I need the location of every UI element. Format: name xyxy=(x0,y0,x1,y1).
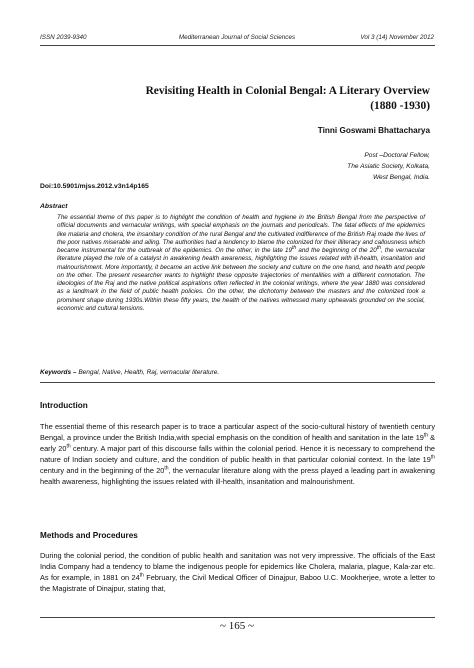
methods-paragraph: During the colonial period, the condition of public health and sanitation was not very impressive. The officials of the East India Company had a tendency to blame the indigenous people for epidemics like Cholera, malaria, plague, Kala-zar etc. As for example, in 1881 on 24th February, the Civil Medical Officer of Dinajpur, Baboo U.C. Mookherjee, wrote a letter to the Magistrate of Dinajpur, stating that, xyxy=(40,551,435,593)
footer-rule xyxy=(40,617,435,618)
title-line-2: (1880 -1930) xyxy=(370,99,430,112)
author-name: Tinni Goswami Bhattacharya xyxy=(317,126,430,135)
intro-text xyxy=(40,422,435,487)
keywords-list: Bengal, Native, Health, Raj, vernacular literature. xyxy=(78,369,220,376)
issn: ISSN 2039-9340 xyxy=(40,34,87,41)
keywords-label: Keywords – xyxy=(40,369,77,376)
affiliation xyxy=(347,151,430,183)
methods-heading: Methods and Procedures xyxy=(40,531,138,540)
affiliation-line: Post –Doctoral Fellow, xyxy=(364,152,430,159)
doi-link[interactable]: Doi:10.5901/mjss.2012.v3n14p165 xyxy=(40,183,149,190)
journal-name: Mediterranean Journal of Social Sciences xyxy=(178,34,296,41)
header-rule xyxy=(40,45,435,46)
page-number: ~ 165 ~ xyxy=(220,620,254,632)
affiliation-line: West Bengal, India. xyxy=(372,173,430,181)
volume-info: Vol 3 (14) November 2012 xyxy=(360,34,434,41)
article-title xyxy=(70,84,430,113)
intro-paragraph: The essential theme of this research paper is to trace a particular aspect of the socio-cultural history of twentieth century Bengal, a province under the British India,with special emphasis on the condition of health and sanitation in the late 19th & early 20th century. A major part of this discourse falls within the colonial period. Hence it is necessary to comprehend the nature of Indian society and culture, and the condition of public health in that particular colonial context. In the late 19th century and in the beginning of the 20th, the vernacular literature along with the press played a leading part in awakening health awareness, highlighting the issues related with ill-health, insanitation and malnourishment. xyxy=(40,422,435,486)
abstract-paragraph: The essential theme of this paper is to highlight the condition of health and hygiene in the British Bengal from the perspective of official documents and vernacular writings, with special emphasis on the journals and periodicals. The fatal effects of the epidemics like malaria and cholera, the insanitary condition of the rural Bengal and the cultivated indifference of the British Raj made the lives of the poor natives miserable and ailing. The authorities had a tendency to blame the colonized for their illiteracy and callousness which became instrumental for the outbreak of the epidemics. On the other, in the late 19th and the beginning of the 20th, the vernacular literature played the role of a catalyst in awakening health awareness, highlighting the issues related with ill-health, insanitation and malnourishment. More importantly, it became an active link between the society and culture on the one hand, and health and people on the other. The present researcher wants to highlight these opposite trajectories of mentalities with a different connotation. The ideologies of the Raj and the native political aspirations often reflected in the colonial writings, where the year 1880 was considered as a landmark in the field of public health policies. On the other, the dichotomy between the masters and the colonized took a prominent shape during 1930s.Within these fifty years, the health of the natives witnessed many upheavals grounded on the social, economic and cultural tensions. xyxy=(57,214,425,312)
keywords xyxy=(40,369,219,376)
intro-heading: Introduction xyxy=(40,401,88,410)
abstract-rule xyxy=(40,382,435,383)
affiliation-line: The Asiatic Society, Kolkata, xyxy=(347,162,430,170)
abstract-heading: Abstract xyxy=(40,203,68,210)
title-line-1: Revisiting Health in Colonial Bengal: A Literary Overview xyxy=(145,85,430,97)
methods-text xyxy=(40,551,435,595)
abstract-text xyxy=(57,214,425,313)
